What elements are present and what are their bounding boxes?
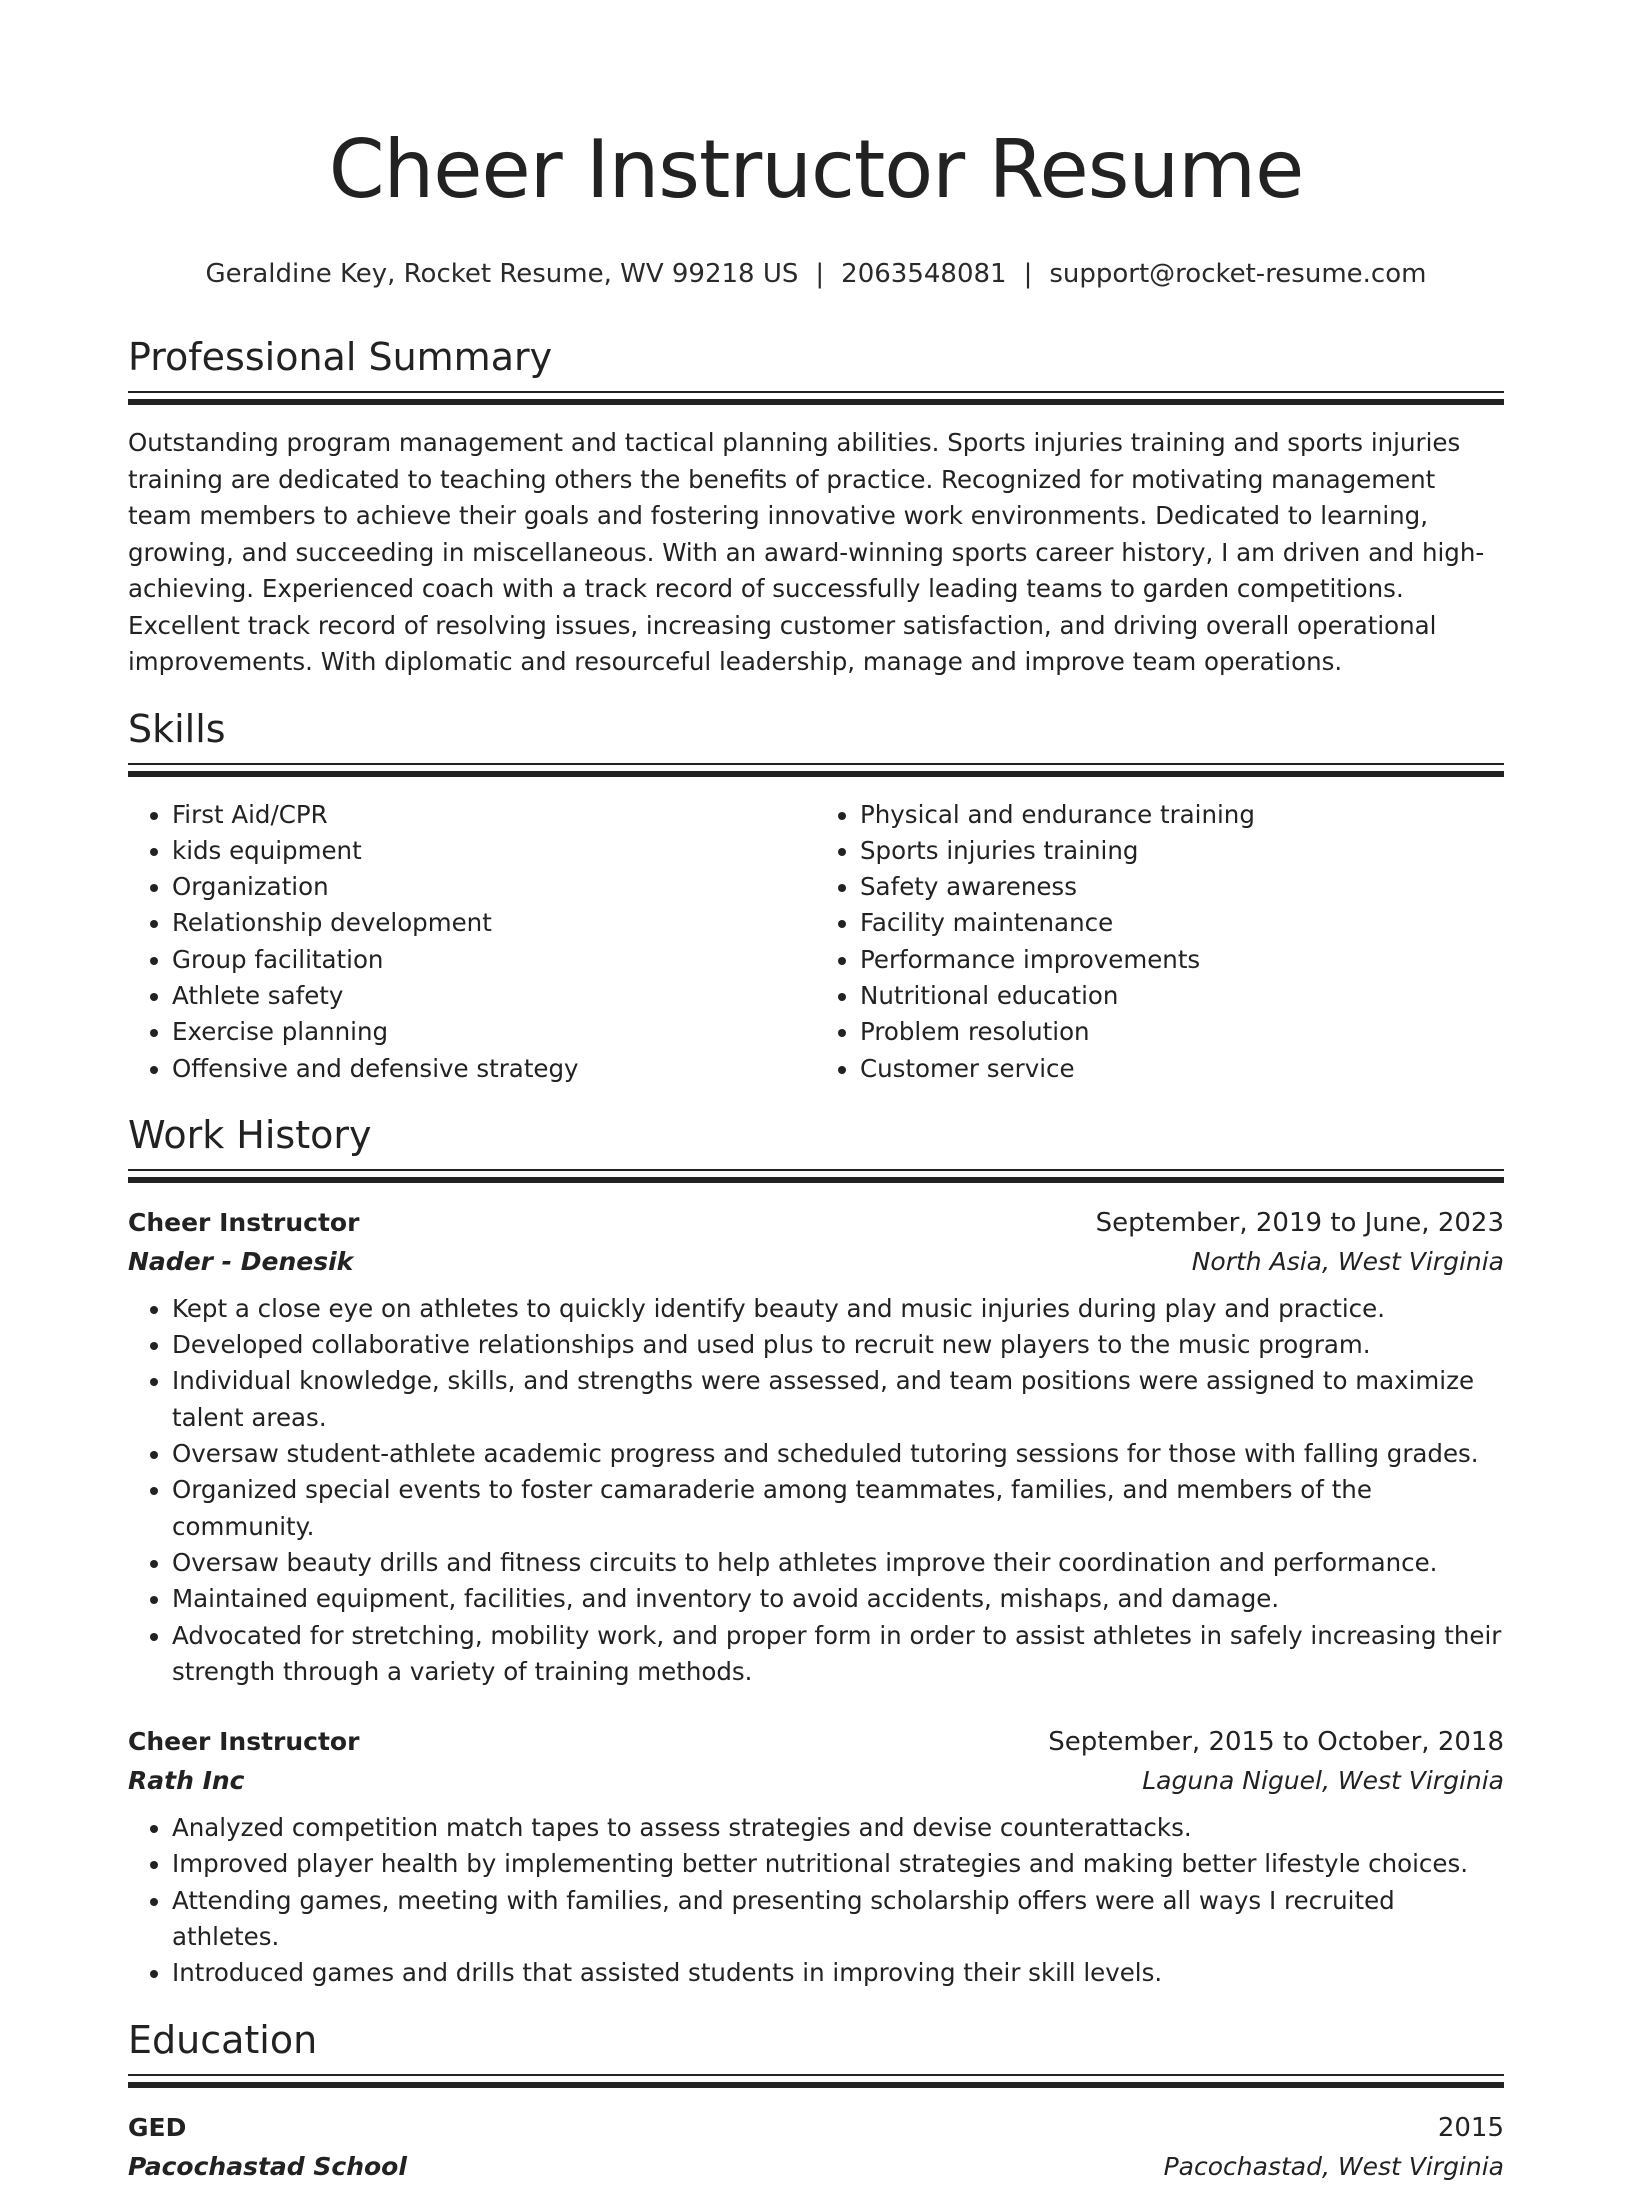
job-dates: September, 2019 to June, 2023 [1095, 1207, 1504, 1238]
list-item: • Organized special events to foster camaraderie among teammates, families, and members of the community. [172, 1472, 1504, 1545]
work-section [128, 1111, 1504, 1992]
list-item: • Group facilitation [172, 942, 816, 978]
list-item: • Nutritional education [860, 978, 1504, 1014]
skills-heading: Skills [128, 706, 226, 751]
list-item: • Sports injuries training [860, 833, 1504, 869]
list-item: • Introduced games and drills that assisted students in improving their skill levels. [172, 1955, 1504, 1991]
resume-title: Cheer Instructor Resume [328, 123, 1304, 216]
job-dates: September, 2015 to October, 2018 [1048, 1727, 1504, 1758]
list-item: • Advocated for stretching, mobility work, and proper form in order to assist athletes in safely increasing their strength through a variety of training methods. [172, 1618, 1504, 1691]
list-item: • Safety awareness [860, 869, 1504, 905]
job-location: North Asia, West Virginia [1191, 1246, 1504, 1276]
list-item: • Exercise planning [172, 1014, 816, 1050]
job-bullets [128, 1291, 1504, 1690]
section-divider [128, 1169, 1504, 1183]
list-item: • Attending games, meeting with families, and presenting scholarship offers were all ways I recruited athletes. [172, 1883, 1504, 1956]
resume-page [128, 0, 1504, 2196]
job-bullets [128, 1810, 1504, 1991]
contact-separator: | [815, 259, 825, 289]
list-item: • Facility maintenance [860, 905, 1504, 941]
summary-text: Outstanding program management and tactical planning abilities. Sports injuries training and sports injuries training are dedicated to teaching others the benefits of practice. Recognized for motivating management team members to achieve their goals and fostering innovative work environments. Dedicated to learning, growing, and succeeding in miscellaneous. With an award-winning sports career history, I am driven and high-achieving. Experienced coach with a track record of successfully leading teams to garden competitions. Excellent track record of resolving issues, increasing customer satisfaction, and driving overall operational improvements. With diplomatic and resourceful leadership, manage and improve team operations. [128, 428, 1485, 676]
education-heading: Education [128, 2017, 318, 2062]
skills-list-right [816, 797, 1504, 1087]
list-item: • Oversaw beauty drills and fitness circuits to help athletes improve their coordination and performance. [172, 1545, 1504, 1581]
job-location: Laguna Niguel, West Virginia [1142, 1766, 1504, 1796]
list-item: • kids equipment [172, 833, 816, 869]
job-entry [128, 1203, 1504, 1690]
skills-columns [128, 797, 1504, 1087]
summary-section [128, 333, 1504, 681]
education-year: 2015 [1437, 2112, 1504, 2143]
education-section [128, 2016, 1504, 2186]
job-company: Nader - Denesik [128, 1246, 354, 1276]
job-title: Cheer Instructor [128, 1727, 360, 1757]
education-school: Pacochastad School [128, 2151, 407, 2181]
list-item: • Customer service [860, 1051, 1504, 1087]
list-item: • Performance improvements [860, 942, 1504, 978]
job-entry [128, 1722, 1504, 1991]
skills-section [128, 705, 1504, 1087]
list-item: • Oversaw student-athlete academic progress and scheduled tutoring sessions for those with falling grades. [172, 1436, 1504, 1472]
job-title: Cheer Instructor [128, 1207, 360, 1237]
section-divider [128, 391, 1504, 405]
list-item: • Problem resolution [860, 1014, 1504, 1050]
job-company: Rath Inc [128, 1766, 245, 1796]
contact-email: support@rocket-resume.com [1049, 259, 1427, 289]
education-location: Pacochastad, West Virginia [1163, 2151, 1504, 2181]
list-item: • Relationship development [172, 905, 816, 941]
list-item: • Offensive and defensive strategy [172, 1051, 816, 1087]
summary-heading: Professional Summary [128, 335, 553, 379]
list-item: • Physical and endurance training [860, 797, 1504, 833]
list-item: • Analyzed competition match tapes to assess strategies and devise counterattacks. [172, 1810, 1504, 1846]
contact-line [128, 256, 1504, 292]
contact-separator: | [1023, 259, 1033, 289]
contact-phone: 2063548081 [841, 259, 1007, 289]
education-degree: GED [128, 2112, 187, 2142]
list-item: • Kept a close eye on athletes to quickly identify beauty and music injuries during play and practice. [172, 1291, 1504, 1327]
section-divider [128, 763, 1504, 777]
list-item: • Organization [172, 869, 816, 905]
list-item: • First Aid/CPR [172, 797, 816, 833]
list-item: • Improved player health by implementing better nutritional strategies and making better lifestyle choices. [172, 1846, 1504, 1882]
list-item: • Developed collaborative relationships and used plus to recruit new players to the music program. [172, 1327, 1504, 1363]
list-item: • Athlete safety [172, 978, 816, 1014]
list-item: • Individual knowledge, skills, and strengths were assessed, and team positions were assigned to maximize talent areas. [172, 1363, 1504, 1436]
skills-list-left [128, 797, 816, 1087]
section-divider [128, 2074, 1504, 2088]
work-heading: Work History [128, 1112, 372, 1157]
list-item: • Maintained equipment, facilities, and inventory to avoid accidents, mishaps, and damage. [172, 1581, 1504, 1617]
contact-address: Geraldine Key, Rocket Resume, WV 99218 US [205, 259, 799, 289]
